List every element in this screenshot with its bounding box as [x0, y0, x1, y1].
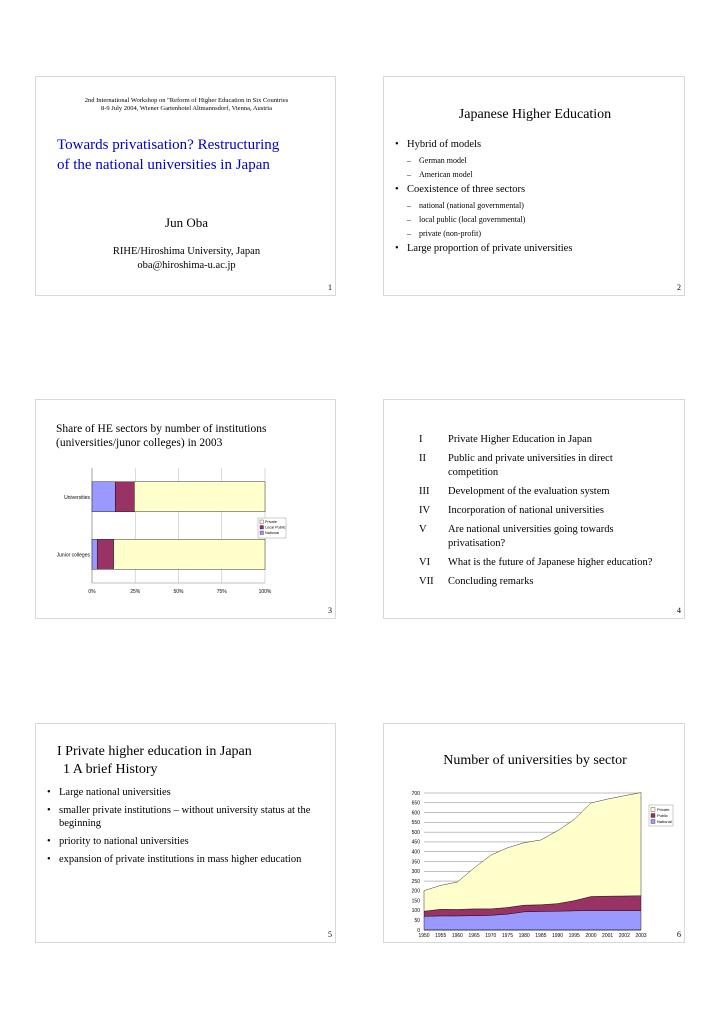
slide-3	[35, 399, 336, 619]
slide-4	[383, 399, 685, 619]
page-number: 4	[677, 606, 681, 615]
slide-title-line1: I Private higher education in Japan	[57, 744, 252, 759]
outline-item	[419, 452, 659, 480]
bullet-item: – national (national governmental)	[393, 201, 681, 210]
x-tick-label: 1980	[518, 933, 530, 939]
x-tick-label: 50%	[173, 589, 184, 595]
affiliation-text: RIHE/Hiroshima University, Japan	[112, 246, 261, 257]
chart-legend	[649, 805, 673, 826]
y-tick-label: 650	[411, 800, 420, 807]
outline-item-text: What is the future of Japanese higher education?	[448, 557, 653, 568]
bar-segment	[134, 482, 265, 512]
outline-item	[419, 575, 659, 589]
chart-legend	[258, 518, 286, 538]
bullet-item: – German model	[393, 156, 681, 165]
y-tick-label: 350	[411, 859, 420, 866]
legend-label: Private	[265, 520, 277, 525]
bar-segment	[92, 539, 97, 569]
y-tick-label: 300	[411, 869, 420, 876]
y-tick-label: 450	[411, 839, 420, 846]
slide-5	[35, 723, 336, 943]
page-title-line1: Towards privatisation? Restructuring	[57, 137, 280, 153]
slide-title: Number of universities by sector	[443, 753, 627, 768]
x-tick-label: 2000	[585, 933, 597, 939]
outline-item-number: VII	[419, 576, 434, 587]
x-tick-label: 1990	[551, 933, 564, 939]
outline-item-number: I	[419, 434, 423, 445]
y-tick-label: 400	[411, 849, 420, 856]
y-tick-label: 700	[411, 790, 420, 797]
legend-swatch	[260, 531, 264, 535]
bullet-item: • smaller private institutions – without university status at the beginning	[45, 804, 325, 830]
y-tick-label: 500	[411, 829, 420, 836]
workshop-header-line2: 8-9 July 2004, Wiener Gartenhotel Altmannsdorf, Vienna, Austria	[101, 105, 272, 112]
legend-label: Local Public	[265, 525, 286, 530]
outline-item-text: Are national universities going towards privatisation?	[448, 524, 614, 549]
bullet-item: – private (non-profit)	[393, 229, 681, 238]
x-tick-label: 2003	[635, 933, 647, 939]
y-tick-label: 550	[411, 820, 420, 827]
legend-label: National	[265, 531, 279, 536]
outline-list	[419, 433, 659, 594]
bullet-item: • Coexistence of three sectors	[393, 184, 681, 195]
slide-title	[57, 743, 332, 779]
outline-item-text: Development of the evaluation system	[448, 486, 610, 497]
x-tick-label: 1975	[501, 933, 514, 939]
bullet-item: • expansion of private institutions in mass higher education	[45, 853, 325, 866]
x-tick-label: 0%	[88, 589, 96, 595]
outline-item-text: Public and private universities in direct competition	[448, 453, 613, 478]
bullet-list	[393, 139, 681, 260]
workshop-header	[36, 97, 337, 113]
bullet-item: – local public (local governmental)	[393, 215, 681, 224]
legend-label: Private	[657, 807, 670, 812]
slide-6	[383, 723, 685, 943]
slide-1	[35, 76, 336, 296]
category-label: Universities	[64, 494, 90, 501]
outline-item-number: III	[419, 486, 430, 497]
universities-area-chart	[384, 784, 684, 942]
legend-swatch	[651, 814, 655, 818]
bar-segment	[115, 482, 134, 512]
outline-item-number: IV	[419, 505, 431, 516]
bar-segment	[92, 482, 115, 512]
page-title	[57, 135, 332, 175]
x-tick-label: 1965	[468, 933, 480, 939]
y-tick-label: 50	[414, 918, 420, 925]
slide-title-line1: Share of HE sectors by number of institutions	[56, 423, 267, 435]
y-tick-label: 0	[417, 927, 420, 934]
author-name: Jun Oba	[165, 215, 208, 230]
outline-item	[419, 433, 659, 447]
legend-swatch	[260, 526, 264, 530]
y-tick-label: 100	[411, 908, 420, 915]
x-tick-label: 1985	[535, 933, 547, 939]
outline-item-number: II	[419, 453, 426, 464]
legend-label: Public	[657, 813, 668, 818]
slide-title	[56, 422, 331, 450]
outline-item-text: Incorporation of national universities	[448, 505, 604, 516]
bullet-item: • Large proportion of private universities	[393, 243, 681, 254]
x-tick-label: 25%	[130, 589, 141, 595]
page-number: 1	[328, 283, 332, 292]
bullet-item: • Large national universities	[45, 786, 325, 799]
bullet-item: • Hybrid of models	[393, 139, 681, 150]
x-tick-label: 75%	[216, 589, 227, 595]
outline-item	[419, 504, 659, 518]
page-number: 6	[677, 930, 681, 939]
x-tick-label: 1970	[485, 933, 497, 939]
y-tick-label: 200	[411, 888, 420, 895]
bullet-item: – American model	[393, 170, 681, 179]
affiliation	[36, 245, 337, 273]
slide-title-line2: 1 A brief History	[63, 762, 158, 777]
outline-item-number: V	[419, 524, 427, 535]
legend-swatch	[651, 808, 655, 812]
slide-2	[383, 76, 685, 296]
share-bar-chart	[56, 468, 318, 600]
x-tick-label: 1950	[418, 933, 430, 939]
page-number: 3	[328, 606, 332, 615]
workshop-header-line1: 2nd International Workshop on "Reform of Higher Education in Six Countries	[84, 97, 289, 104]
bullet-list	[45, 786, 325, 871]
legend-swatch	[260, 520, 264, 524]
x-tick-label: 1995	[568, 933, 580, 939]
outline-item-text: Concluding remarks	[448, 576, 534, 587]
page-title-line2: of the national universities in Japan	[57, 157, 270, 173]
slide-title: Japanese Higher Education	[458, 107, 612, 122]
outline-item	[419, 523, 659, 551]
legend-label: National	[657, 819, 672, 824]
bar-segment	[114, 539, 265, 569]
x-tick-label: 1960	[451, 933, 463, 939]
category-label: Junior colleges	[56, 552, 90, 559]
y-tick-label: 150	[411, 898, 420, 905]
outline-item	[419, 556, 659, 570]
x-tick-label: 1955	[435, 933, 447, 939]
page-number: 5	[328, 930, 332, 939]
legend-swatch	[651, 820, 655, 824]
x-tick-label: 100%	[258, 589, 272, 595]
y-tick-label: 250	[411, 878, 420, 885]
bullet-item: • priority to national universities	[45, 835, 325, 848]
email-text: oba@hiroshima-u.ac.jp	[137, 260, 236, 271]
y-tick-label: 600	[411, 810, 420, 817]
outline-item	[419, 485, 659, 499]
outline-item-text: Private Higher Education in Japan	[448, 434, 593, 445]
bar-segment	[97, 539, 113, 569]
slide-title-line2: (universities/junor colleges) in 2003	[56, 437, 223, 449]
x-tick-label: 2001	[602, 933, 614, 939]
outline-item-number: VI	[419, 557, 431, 568]
x-tick-label: 2002	[618, 933, 630, 939]
page-number: 2	[677, 283, 681, 292]
